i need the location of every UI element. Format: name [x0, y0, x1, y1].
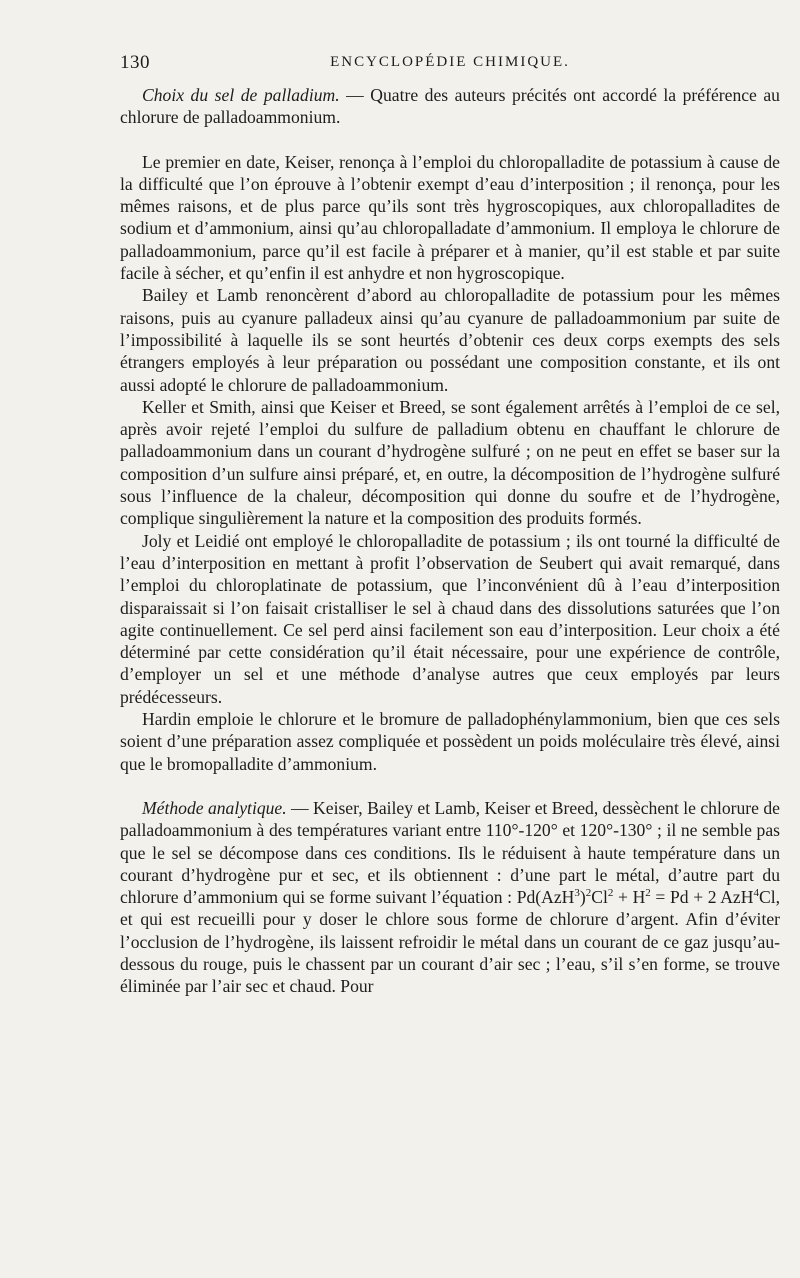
equation-sup: 2 — [607, 887, 614, 900]
paragraph-text: — Quatre des auteurs précités ont accordé la préférence au chlorure de palladoammonium. — [120, 85, 780, 128]
page-number: 130 — [120, 52, 150, 73]
equation-part: Pd(AzH — [516, 887, 575, 908]
run-in-heading: Méthode analytique. — [142, 797, 287, 818]
equation-sup: 3 — [574, 887, 580, 900]
equation-sup: 2 — [645, 887, 651, 900]
equation-part: ) — [579, 887, 586, 908]
body-text — [120, 84, 780, 998]
equation-sup: 2 — [585, 887, 592, 900]
page-header — [120, 52, 780, 76]
paragraph-keiser: Le premier en date, Keiser, renonça à l’emploi du chloropalladite de potassium à cause de la difficulté que l’on éprouve à l’obtenir exempt d’eau d’interposition ; il renonça, pour les mêmes raisons, et de plus parce qu’ils sont très hygroscopiques, aux chloropalladites de sodium et d’ammonium, ainsi qu’au chloropalladate d’ammonium. Il employa le chlorure de palladoammonium, parce qu’il est facile à préparer et à manier, qu’il est stable et par suite facile à sécher, et qu’enfin il est anhydre et non hygroscopique. — [120, 151, 780, 284]
paragraph-methode — [120, 797, 780, 998]
paragraph-text: — Keiser, Bailey et Lamb, Keiser et Breed, dessèchent le chlorure de palladoammonium à des températures variant entre 110°-120° et 120°-130° ; il ne semble pas que le sel se décompose dans ces conditions. Ils le réduisent à haute température dans un courant d’hydrogène pur et sec, et ils obtiennent : d’une part le métal, d’autre part du chlorure d’ammonium qui se forme suivant l’équation : — [120, 797, 780, 908]
paragraph-joly-leidie: Joly et Leidié ont employé le chloropalladite de potassium ; ils ont tourné la difficulté de l’eau d’interposition en mettant à profit l’observation de Seubert qui avait remarqué, dans l’emploi du chloroplatinate de potassium, que l’inconvénient dû à l’eau d’interposition disparaissait si l’on faisait cristalliser le sel à chaud dans des dissolutions saturées que l’on agite continuellement. Ce sel perd ainsi facilement son eau d’interposition. Leur choix a été déterminé par cette considération qu’il était nécessaire, pour une expérience de contrôle, d’employer un sel et une méthode d’analyse autres que ceux employés par leurs prédécesseurs. — [120, 530, 780, 707]
equation-part: = Pd + 2 AzH — [650, 887, 754, 908]
paragraph-bailey-lamb: Bailey et Lamb renoncèrent d’abord au chloropalladite de potassium pour les mêmes raisons, puis au cyanure palladeux ainsi qu’au cyanure de palladoammonium par suite de l’impossibilité à laquelle ils se sont heurtés d’obtenir ces deux corps exempts des sels étrangers employés à leur préparation ou possédant une composition constante, et ils ont aussi adopté le chlorure de palladoammonium. — [120, 285, 780, 395]
paragraph-choix — [120, 84, 780, 129]
paragraph-text: et qui est recueilli pour y doser le chlore sous forme de chlorure d’argent. Afin d’éviter l’occlusion de l’hydrogène, ils laissent refroidir le métal dans un courant de ce gaz jusqu’au-dessous du rouge, puis le chassent par un courant d’air sec ; l’eau, s’il s’en forme, se trouve éliminée par l’air sec et chaud. Pour — [120, 909, 780, 997]
equation-part: Cl, — [758, 887, 780, 908]
paragraph-keller-smith: Keller et Smith, ainsi que Keiser et Breed, se sont également arrêtés à l’emploi de ce sel, après avoir rejeté l’emploi du sulfure de palladium obtenu en chauffant le chlorure de palladoammonium dans un courant d’hydrogène sulfuré ; on ne peut en effet se baser sur la composition d’un sulfure ainsi préparé, et, en outre, la décomposition de l’hydrogène sulfuré sous l’influence de la chaleur, décomposition qui donne du soufre et de l’hydrogène, complique singulièrement la nature et la composition des produits formés. — [120, 396, 780, 529]
equation-part: + H — [613, 887, 646, 908]
paragraph-hardin: Hardin emploie le chlorure et le bromure de palladophénylammonium, bien que ces sels soient d’une préparation assez compliquée et possèdent un poids moléculaire très élevé, ainsi que le bromopalladite d’ammonium. — [120, 709, 780, 774]
run-in-heading: Choix du sel de palladium. — [142, 85, 340, 105]
equation-part: Cl — [591, 887, 608, 908]
running-title: ENCYCLOPÉDIE CHIMIQUE. — [330, 54, 570, 70]
equation-sup: 4 — [753, 887, 759, 900]
equation — [517, 887, 780, 907]
